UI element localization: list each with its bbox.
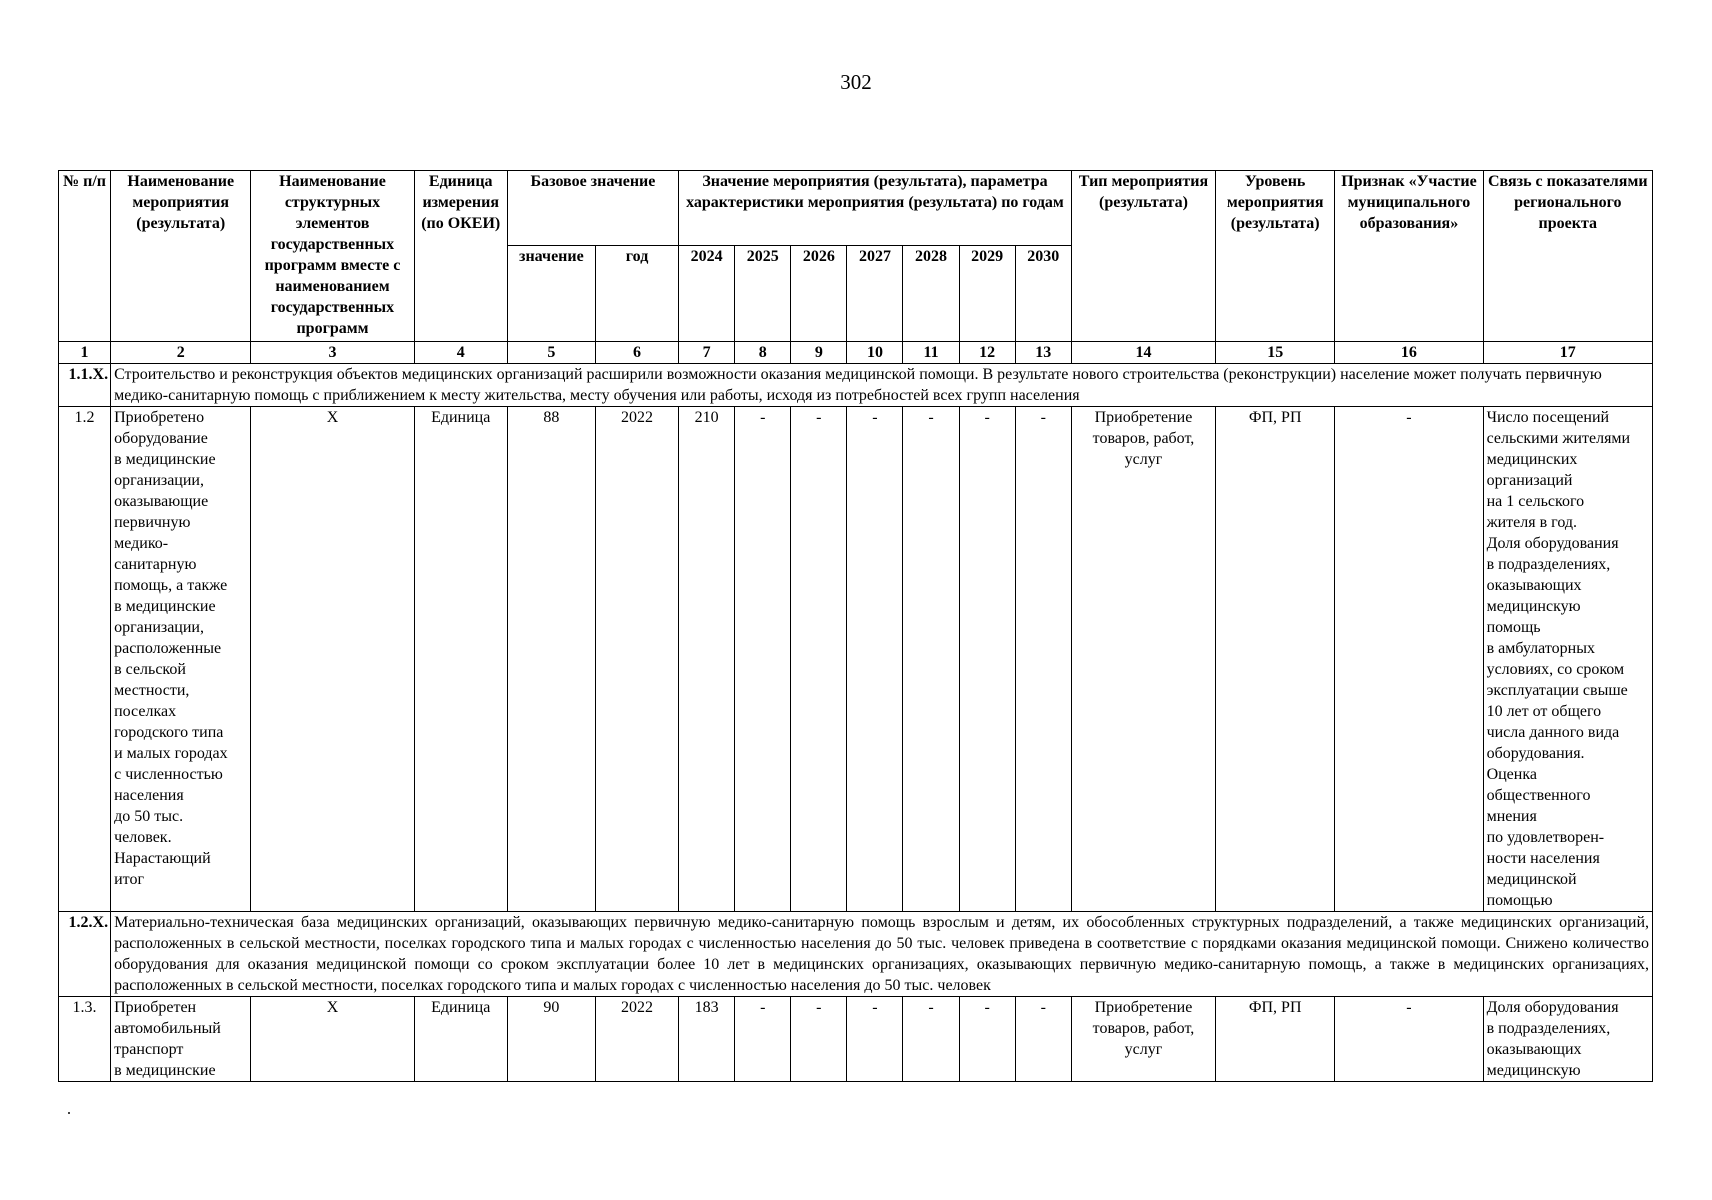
header-year: 2030 xyxy=(1015,246,1071,342)
header-year: 2028 xyxy=(903,246,959,342)
row-type: Приобретение товаров, работ, услуг xyxy=(1071,407,1215,912)
header-municipal: Признак «Участие муниципального образования» xyxy=(1335,171,1483,342)
column-number: 16 xyxy=(1335,342,1483,364)
row-link: Доля оборудования в подразделениях, оказывающих медицинскую xyxy=(1483,997,1652,1082)
column-number: 1 xyxy=(59,342,111,364)
row-year-value: - xyxy=(959,407,1015,912)
column-number: 7 xyxy=(679,342,735,364)
column-number: 15 xyxy=(1216,342,1335,364)
row-base-year: 2022 xyxy=(595,407,678,912)
registry-table xyxy=(58,170,1653,1082)
section-row xyxy=(59,364,1653,407)
column-number: 14 xyxy=(1071,342,1215,364)
column-number: 2 xyxy=(111,342,251,364)
row-level: ФП, РП xyxy=(1216,997,1335,1082)
section-text: Строительство и реконструкция объектов медицинских организаций расширили возможности оказания медицинской помощи. В результате нового строительства (реконструкции) население может получать первичную медико-санитарную помощь с приближением к месту жительства, месту обучения или работы, исходя из потребностей всех групп населения xyxy=(111,364,1653,407)
row-municipal: - xyxy=(1335,407,1483,912)
row-unit: Единица xyxy=(414,997,507,1082)
header-type: Тип мероприятия (результата) xyxy=(1071,171,1215,342)
row-year-value: - xyxy=(791,997,847,1082)
column-number: 11 xyxy=(903,342,959,364)
row-year-value: - xyxy=(903,997,959,1082)
scan-speck xyxy=(68,1112,70,1114)
row-type: Приобретение товаров, работ, услуг xyxy=(1071,997,1215,1082)
column-number: 10 xyxy=(847,342,903,364)
column-number: 9 xyxy=(791,342,847,364)
row-unit: Единица xyxy=(414,407,507,912)
header-year: 2025 xyxy=(735,246,791,342)
row-struct: Х xyxy=(251,407,414,912)
row-municipal: - xyxy=(1335,997,1483,1082)
header-struct: Наименование структурных элементов государственных программ вместе с наименованием государственных программ xyxy=(251,171,414,342)
header-name: Наименование мероприятия (результата) xyxy=(111,171,251,342)
header-num: № п/п xyxy=(59,171,111,342)
header-year: 2024 xyxy=(679,246,735,342)
header-base-year: год xyxy=(595,246,678,342)
row-base-value: 90 xyxy=(507,997,595,1082)
row-num: 1.3. xyxy=(59,997,111,1082)
header-level: Уровень мероприятия (результата) xyxy=(1216,171,1335,342)
header-base-value: значение xyxy=(507,246,595,342)
column-number: 8 xyxy=(735,342,791,364)
row-base-value: 88 xyxy=(507,407,595,912)
column-number: 17 xyxy=(1483,342,1652,364)
row-name: Приобретено оборудование в медицинские организации, оказывающие первичную медико- санитарную помощь, а также в медицинские организации, расположенные в сельской местности, поселках городского типа и малых городах с численностью населения до 50 тыс. человек. Нарастающий итог xyxy=(111,407,251,912)
row-year-value: 210 xyxy=(679,407,735,912)
row-link: Число посещений сельскими жителями медицинских организаций на 1 сельского жителя в год. Доля оборудования в подразделениях, оказывающих медицинскую помощь в амбулаторных условиях, со сроком эксплуатации свыше 10 лет от общего числа данного вида оборудования. Оценка общественного мнения по удовлетворен- ности населения медицинской помощью xyxy=(1483,407,1652,912)
column-number: 13 xyxy=(1015,342,1071,364)
row-name: Приобретен автомобильный транспорт в медицинские xyxy=(111,997,251,1082)
row-year-value: - xyxy=(959,997,1015,1082)
header-unit: Единица измерения (по ОКЕИ) xyxy=(414,171,507,342)
header-base: Базовое значение xyxy=(507,171,678,246)
column-number: 5 xyxy=(507,342,595,364)
section-code: 1.1.Х. xyxy=(59,364,111,407)
section-row xyxy=(59,912,1653,997)
row-year-value: - xyxy=(735,407,791,912)
header-year: 2027 xyxy=(847,246,903,342)
row-num: 1.2 xyxy=(59,407,111,912)
row-year-value: - xyxy=(791,407,847,912)
column-number: 12 xyxy=(959,342,1015,364)
table-row xyxy=(59,997,1653,1082)
row-year-value: - xyxy=(735,997,791,1082)
section-text: Материально-техническая база медицинских организаций, оказывающих первичную медико-санитарную помощь взрослым и детям, их обособленных структурных подразделений, а также медицинских организаций, расположенных в сельской местности, поселках городского типа и малых городах с численностью населения до 50 тыс. человек приведена в соответствие с порядками оказания медицинской помощи. Снижено количество оборудования для оказания медицинской помощи со сроком эксплуатации более 10 лет в медицинских организациях, оказывающих первичную медико-санитарную помощь, а также в медицинских организациях, расположенных в сельской местности, поселках городского типа и малых городах с численностью населения до 50 тыс. человек xyxy=(111,912,1653,997)
header-link: Связь с показателями регионального проекта xyxy=(1483,171,1652,342)
row-year-value: - xyxy=(1015,997,1071,1082)
row-year-value: - xyxy=(903,407,959,912)
column-number: 3 xyxy=(251,342,414,364)
section-code: 1.2.Х. xyxy=(59,912,111,997)
row-struct: Х xyxy=(251,997,414,1082)
row-year-value: 183 xyxy=(679,997,735,1082)
page-number: 302 xyxy=(840,70,872,94)
row-base-year: 2022 xyxy=(595,997,678,1082)
table-row xyxy=(59,407,1653,912)
row-year-value: - xyxy=(847,407,903,912)
row-level: ФП, РП xyxy=(1216,407,1335,912)
column-number: 6 xyxy=(595,342,678,364)
header-year: 2026 xyxy=(791,246,847,342)
header-year: 2029 xyxy=(959,246,1015,342)
column-number: 4 xyxy=(414,342,507,364)
row-year-value: - xyxy=(847,997,903,1082)
header-values: Значение мероприятия (результата), параметра характеристики мероприятия (результата) по годам xyxy=(679,171,1072,246)
row-year-value: - xyxy=(1015,407,1071,912)
